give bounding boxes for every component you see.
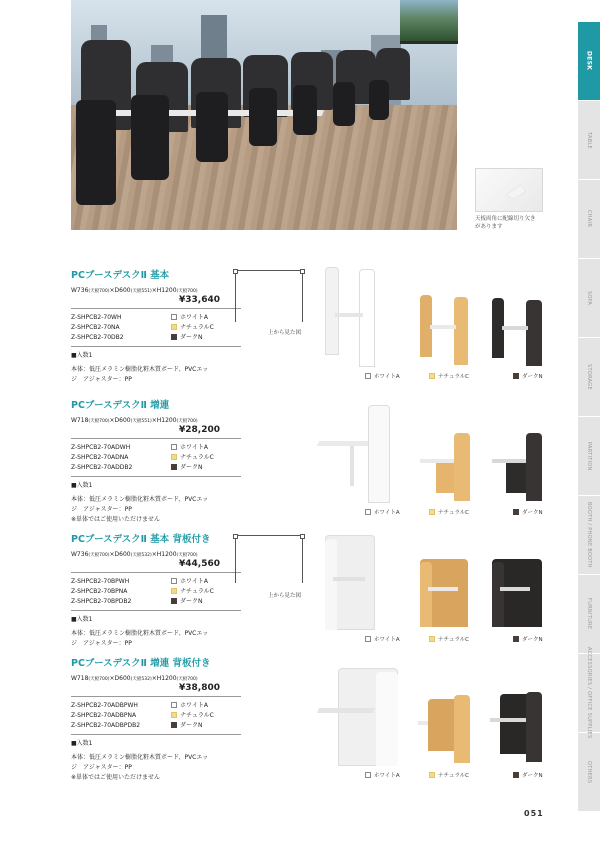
product-price: ¥33,640 — [179, 295, 220, 305]
booth-natural-add-on — [420, 433, 472, 501]
booth-dark-add-on-backboard — [490, 692, 542, 762]
corner-detail-photo — [475, 168, 543, 212]
product-price: ¥44,560 — [179, 559, 220, 569]
product-basic: PCブースデスクⅡ 基本 W736(天板700)×D600(天板551)×H1200(天板700) ¥33,640 Z-SHPCB2-70WH Z-SHPCB2-70NA Z-SHPCB2-70DB2 ホワイトA ナチュラルC ダークN ■入数1 本体：低圧メラミン樹脂化粧木質ボード、PVCエッ ジ アジャスター：PP — [71, 267, 241, 385]
booth-natural-add-on-backboard — [418, 695, 472, 763]
product-add-on-backboard: PCブースデスクⅡ 増連 背板付き W718(天板700)×D600(天板532)×H1200(天板700) ¥38,800 Z-SHPCB2-70ADBPWH Z-SHPCB2-70ADBPNA Z-SHPCB2-70ADBPDB2 ホワイトA ナチュラルC ダークN ■入数1 本体：低圧メラミン樹脂化粧木質ボード、PVCエッ ジ アジャスター：PP ※単体ではご使用いただけません — [71, 655, 241, 783]
product-price: ¥28,200 — [179, 425, 220, 435]
category-tab-bar — [578, 22, 600, 808]
product-dims: W736(天板700)×D600(天板532)×H1200(天板700) — [71, 551, 198, 558]
booth-white-add-on — [318, 405, 400, 503]
wall-art-forest — [400, 0, 458, 44]
tab-booth[interactable]: BOOTH / PHONE BOOTH — [578, 496, 600, 574]
tab-accessories[interactable]: ACCESSORIES / OFFICE SUPPLIES — [578, 654, 600, 732]
booth-white-backboard — [325, 535, 375, 630]
tab-table[interactable]: TABLE — [578, 101, 600, 179]
tab-others[interactable]: OTHERS — [578, 733, 600, 811]
booth-natural-backboard — [420, 559, 468, 627]
plan-view-diagram-backboard — [235, 535, 303, 583]
product-dims: W718(天板700)×D600(天板532)×H1200(天板700) — [71, 675, 198, 682]
booth-white-add-on-backboard — [318, 668, 400, 766]
corner-notch-icon — [476, 169, 544, 213]
corner-detail-caption: 天板両角に配線切り欠き があります — [475, 216, 536, 230]
product-material: 本体：低圧メラミン樹脂化粧木質ボード、PVCエッ ジ アジャスター：PP — [71, 366, 209, 383]
white-swatch — [171, 314, 177, 320]
plan-caption: 上から見た図 — [268, 330, 302, 336]
product-dims: W718(天板700)×D600(天板551)×H1200(天板700) — [71, 417, 198, 424]
warning-note: ※単体ではご使用いただけません — [71, 774, 161, 781]
natural-swatch — [171, 324, 177, 330]
color-options: ホワイトA ナチュラルC ダークN — [171, 443, 214, 473]
booth-white — [325, 267, 375, 367]
color-options: ホワイトA ナチュラルC ダークN — [171, 313, 214, 343]
product-price: ¥38,800 — [179, 683, 220, 693]
product-material: 本体：低圧メラミン樹脂化粧木質ボード、PVCエッ ジ アジャスター：PP — [71, 630, 209, 647]
tab-partition[interactable]: PARTITION — [578, 417, 600, 495]
dark-swatch — [171, 334, 177, 340]
tab-furniture[interactable]: FURNITURE — [578, 575, 600, 653]
product-codes: Z-SHPCB2-70ADWH Z-SHPCB2-70ADNA Z-SHPCB2-70ADDB2 — [71, 444, 133, 471]
product-basic-backboard: PCブースデスクⅡ 基本 背板付き W736(天板700)×D600(天板532)×H1200(天板700) ¥44,560 Z-SHPCB2-70BPWH Z-SHPCB2-70BPNA Z-SHPCB2-70BPDB2 ホワイトA ナチュラルC ダークN ■入数1 本体：低圧メラミン樹脂化粧木質ボード、PVCエッ ジ アジャスター：PP — [71, 531, 241, 649]
plan-view-diagram — [235, 270, 303, 322]
product-codes: Z-SHPCB2-70WH Z-SHPCB2-70NA Z-SHPCB2-70DB2 — [71, 314, 124, 341]
plan-caption: 上から見た図 — [268, 593, 302, 599]
booth-dark-backboard — [492, 559, 542, 627]
color-options: ホワイトA ナチュラルC ダークN — [171, 577, 214, 607]
warning-note: ※単体ではご使用いただけません — [71, 516, 161, 523]
tab-desk[interactable]: DESK — [578, 22, 600, 100]
booth-dark — [492, 298, 542, 366]
color-options: ホワイトA ナチュラルC ダークN — [171, 701, 214, 731]
tab-sofa[interactable]: SOFA — [578, 259, 600, 337]
product-title: PCブースデスクⅡ 基本 背板付き — [71, 534, 211, 545]
product-codes: Z-SHPCB2-70ADBPWH Z-SHPCB2-70ADBPNA Z-SHPCB2-70ADBPDB2 — [71, 702, 141, 729]
product-dims: W736(天板700)×D600(天板551)×H1200(天板700) — [71, 287, 198, 294]
product-title: PCブースデスクⅡ 増連 — [71, 400, 170, 411]
page-number: 051 — [524, 809, 544, 818]
product-title: PCブースデスクⅡ 増連 背板付き — [71, 658, 211, 669]
product-title: PCブースデスクⅡ 基本 — [71, 270, 170, 281]
tab-chair[interactable]: CHAIR — [578, 180, 600, 258]
product-material: 本体：低圧メラミン樹脂化粧木質ボード、PVCエッ ジ アジャスター：PP ※単体ではご使用いただけません — [71, 495, 241, 525]
product-codes: Z-SHPCB2-70BPWH Z-SHPCB2-70BPNA Z-SHPCB2-70BPDB2 — [71, 578, 132, 605]
product-material: 本体：低圧メラミン樹脂化粧木質ボード、PVCエッ ジ アジャスター：PP ※単体ではご使用いただけません — [71, 753, 241, 783]
booth-dark-add-on — [492, 433, 542, 501]
tab-storage[interactable]: STORAGE — [578, 338, 600, 416]
product-add-on: PCブースデスクⅡ 増連 W718(天板700)×D600(天板551)×H1200(天板700) ¥28,200 Z-SHPCB2-70ADWH Z-SHPCB2-70ADNA Z-SHPCB2-70ADDB2 ホワイトA ナチュラルC ダークN ■入数1 本体：低圧メラミン樹脂化粧木質ボード、PVCエッ ジ アジャスター：PP ※単体ではご使用いただけません — [71, 397, 241, 525]
booth-natural — [420, 295, 468, 365]
